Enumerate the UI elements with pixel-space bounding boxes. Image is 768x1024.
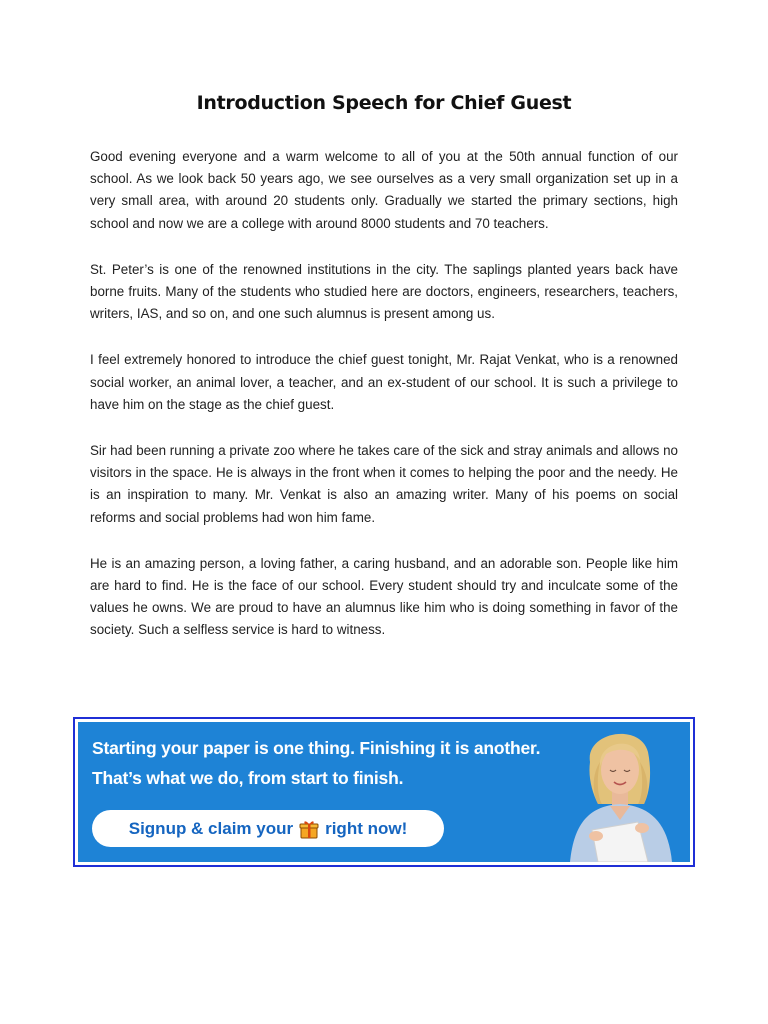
paragraph-3: I feel extremely honored to introduce the chief guest tonight, Mr. Rajat Venkat, who is a renowned social worker, an animal lover, a teacher, and an ex-student of our school. It is such a privilege to have him on the stage as the chief guest. <box>90 352 678 412</box>
cta-label-end: right now! <box>325 818 408 838</box>
woman-reading-illustration <box>540 722 690 862</box>
ad-headline: Starting your paper is one thing. Finishing it is another. <box>92 738 541 758</box>
speech-body <box>90 146 678 666</box>
ad-banner[interactable] <box>73 717 695 867</box>
cta-label-start: Signup & claim your <box>128 818 294 838</box>
ad-subheadline: That’s what we do, from start to finish. <box>92 768 404 788</box>
paragraph-1: Good evening everyone and a warm welcome to all of you at the 50th annual function of our school. As we look back 50 years ago, we see ourselves as a very small organization set up in a very small area, with around 20 students only. Gradually we started the primary sections, high school and now we are a college with around 8000 students and 70 teachers. <box>90 149 678 231</box>
paragraph-2: St. Peter’s is one of the renowned institutions in the city. The saplings planted years back have borne fruits. Many of the students who studied here are doctors, engineers, researchers, teachers, writers, IAS, and so on, and one such alumnus is present among us. <box>90 261 678 322</box>
ad-banner-panel[interactable] <box>78 722 690 862</box>
gift-icon <box>299 819 319 839</box>
page-title: Introduction Speech for Chief Guest <box>196 92 572 114</box>
paragraph-4: Sir had been running a private zoo where he takes care of the sick and stray animals and allows no visitors in the space. He is always in the front when it comes to helping the poor and the needy. He is an inspiration to many. Mr. Venkat is also an amazing writer. Many of his poems on social reforms and social problems had won him fame. <box>90 443 678 525</box>
paragraph-5: He is an amazing person, a loving father, a caring husband, and an adorable son. People like him are hard to find. He is the face of our school. Every student should try and inculcate some of the values he owns. We are proud to have an alumnus like him who is doing something in favor of the society. Such a selfless service is hard to witness. <box>90 555 678 638</box>
signup-claim-button[interactable] <box>92 810 444 847</box>
